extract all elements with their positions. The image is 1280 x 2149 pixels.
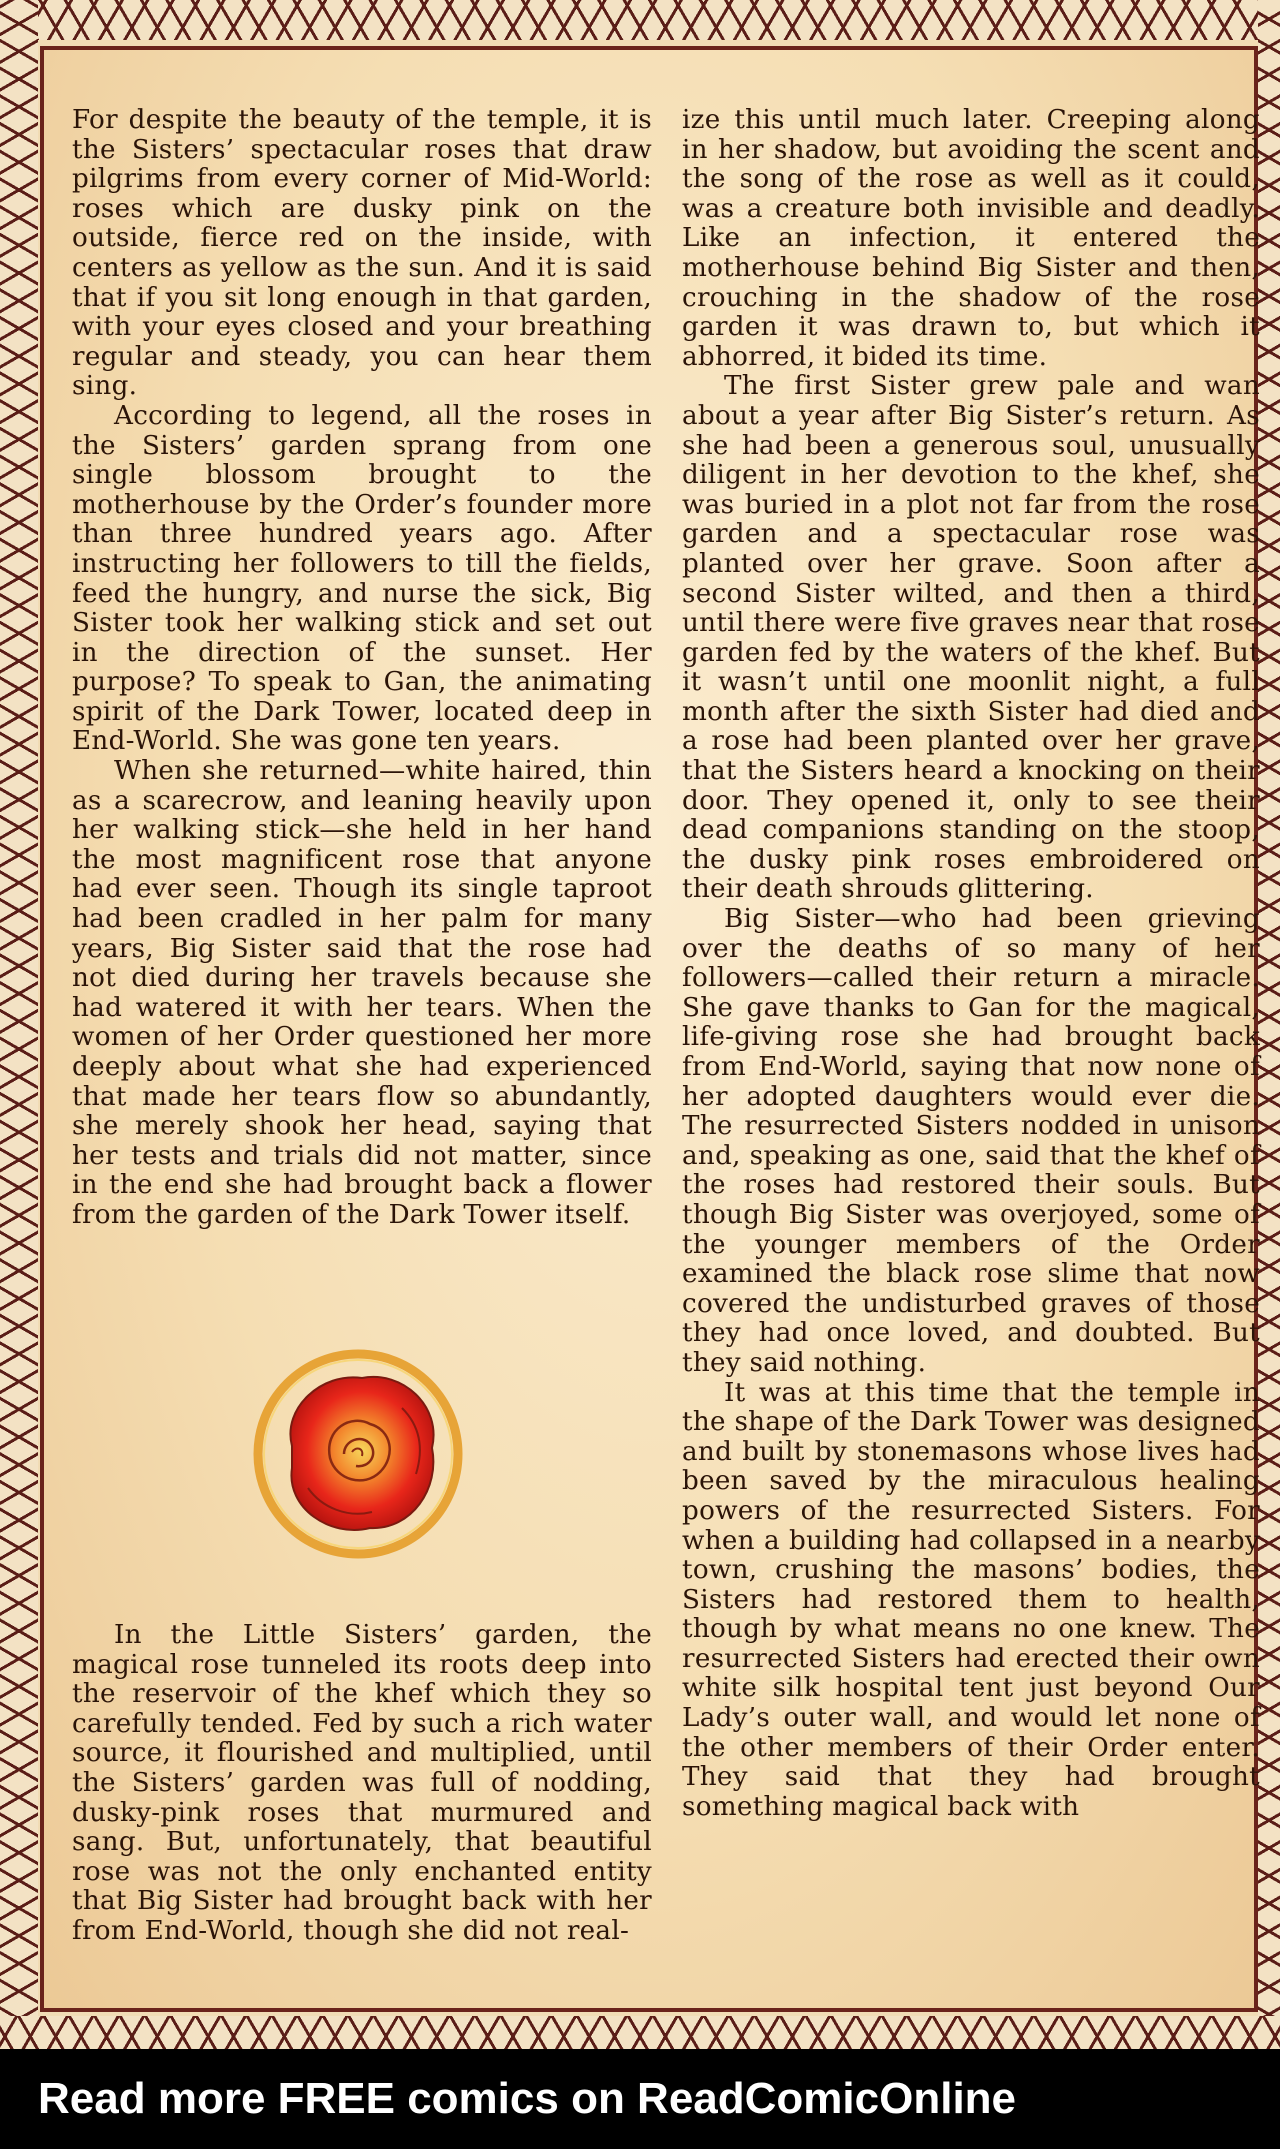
paragraph: For despite the beauty of the temple, it is the Sisters’ spectacular roses that draw pilgrims from every corner of Mid-World: roses which are dusky pink on the outside, fierce red on the inside, with centers as yellow as the sun. And it is said that if you sit long enough in that garden, with your eyes closed and your breathing regular and steady, you can hear them sing. <box>72 105 652 402</box>
left-column-bottom <box>72 1621 652 1947</box>
paragraph: The first Sister grew pale and wan about a year after Big Sister’s return. As she had been a generous soul, unusually diligent in her devotion to the khef, she was buried in a plot not far from the rose garden and a spectacular rose was planted over her grave. Soon after a second Sister wilted, and then a third, until there were five graves near that rose garden fed by the waters of the khef. But it wasn’t until one moonlit night, a full month after the sixth Sister had died and a rose had been planted over her grave, that the Sisters heard a knocking on their door. They opened it, only to see their dead companions standing on the stoop, the dusky pink roses embroidered on their death shrouds glittering. <box>682 371 1260 905</box>
left-column <box>72 106 652 1231</box>
paragraph: According to legend, all the roses in the Sisters’ garden sprang from one single blossom brought to the motherhouse by the Order’s founder more than three hundred years ago. After instructing her followers to till the fields, feed the hungry, and nurse the sick, Big Sister took her walking stick and set out in the direction of the sunset. Her purpose? To speak to Gan, the animating spirit of the Dark Tower, located deep in End-World. She was gone ten years. <box>72 400 652 757</box>
paragraph: Big Sister—who had been grieving over the deaths of so many of her followers—called their return a miracle. She gave thanks to Gan for the magical, life-giving rose she had brought back from End-World, saying that now none of her adopted daughters would ever die. The resurrected Sisters nodded in unison and, speaking as one, said that the khef of the roses had restored their souls. But though Big Sister was overjoyed, some of the younger members of the Order examined the black rose slime that now covered the undisturbed graves of those they had once loved, and doubted. But they said nothing. <box>682 904 1260 1378</box>
decorative-border-top <box>0 0 1280 40</box>
paragraph: ize this until much later. Creeping along in her shadow, but avoiding the scent and the song of the rose as well as it could, was a creature both invisible and deadly. Like an infection, it entered the motherhouse behind Big Sister and then, crouching in the shadow of the rose garden it was drawn to, but which it abhorred, it bided its time. <box>682 105 1260 372</box>
right-column <box>682 106 1260 1822</box>
paragraph: It was at this time that the temple in the shape of the Dark Tower was designed and built by stonemasons whose lives had been saved by the miraculous healing powers of the resurrected Sisters. For when a building had collapsed in a nearby town, crushing the masons’ bodies, the Sisters had restored them to health, though by what means no one knew. The resurrected Sisters had erected their own white silk hospital tent just beyond Our Lady’s outer wall, and would let none of the other members of their Order enter. They said that they had brought something magical back with <box>682 1377 1260 1822</box>
decorative-border-right <box>1258 0 1280 2049</box>
decorative-border-left <box>0 0 38 2049</box>
footer-banner[interactable]: Read more FREE comics on ReadComicOnline <box>0 2049 1280 2149</box>
paragraph: When she returned—white haired, thin as a scarecrow, and leaning heavily upon her walking stick—she held in her hand the most magnificent rose that anyone had ever seen. Though its single taproot had been cradled in her palm for many years, Big Sister said that the rose had not died during her travels because she had watered it with her tears. When the women of her Order questioned her more deeply about what she had experienced that made her tears flow so abundantly, she merely shook her head, saying that her tests and trials did not matter, since in the end she had brought back a flower from the garden of the Dark Tower itself. <box>72 756 652 1230</box>
paragraph: In the Little Sisters’ garden, the magical rose tunneled its roots deep into the reservoir of the khef which they so carefully tended. Fed by such a rich water source, it flourished and multiplied, until the Sisters’ garden was full of nodding, dusky-pink roses that murmured and sang. But, unfortunately, that beautiful rose was not the only enchanted entity that Big Sister had brought back with her from End-World, though she did not real- <box>72 1620 652 1946</box>
decorative-border-bottom <box>0 2016 1280 2049</box>
rose-illustration-icon <box>252 1348 464 1560</box>
